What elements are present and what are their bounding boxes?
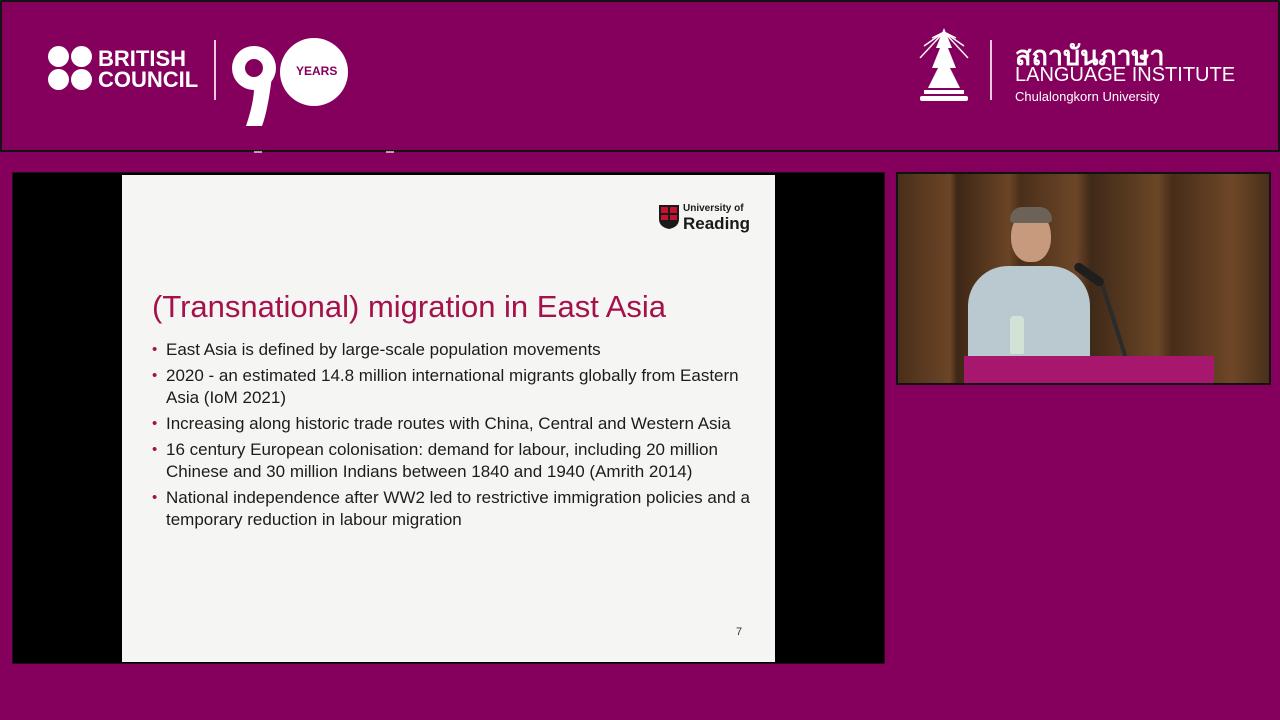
speaker-body [968,266,1090,366]
institute-english-name: LANGUAGE INSTITUTE [1015,64,1236,86]
slide-page-number: 7 [736,626,743,638]
header-tick [386,151,394,153]
bullet-item: • 2020 - an estimated 14.8 million international migrants globally from Eastern Asia (IoM 2021) [152,366,739,407]
slide-title: (Transnational) migration in East Asia [152,289,667,324]
bullet-item: • Increasing along historic trade routes with China, Central and Western Asia [152,414,731,433]
bullet-marker: • [152,441,158,458]
water-bottle [1010,316,1024,354]
bullet-marker: • [152,415,158,432]
years-label: YEARS [296,64,338,78]
reading-logo-line1: University of [683,203,744,214]
chulalongkorn-seal-icon [918,26,970,104]
bullet-marker: • [152,489,158,506]
speaker-video [896,172,1271,385]
institute-university: Chulalongkorn University [1015,89,1160,104]
microphone-stand [1098,277,1127,356]
reading-logo-line2: Reading [683,214,751,233]
bullet-marker: • [152,367,158,384]
reading-shield-icon [659,205,679,229]
bullet-item: • East Asia is defined by large-scale population movements [152,340,601,359]
bullet-item: • 16 century European colonisation: demand for labour, including 20 million Chinese and 30 million Indians between 1840 and 1940 (Amrith 2014) [152,440,718,481]
british-council-dots-icon [48,46,96,94]
header-divider-right [990,40,992,100]
header-divider-left [214,40,216,100]
bullet-list [152,339,752,535]
ninety-years-logo [232,38,352,128]
bullet-marker: • [152,341,158,358]
institute-thai-name: สถาบันภาษา [1015,41,1165,72]
speaker-hair [1010,207,1052,223]
british-council-wordmark: BRITISH COUNCIL [98,46,199,92]
header-tick [254,151,262,153]
podium [964,356,1214,385]
header-band [0,0,1280,152]
bullet-item: • National independence after WW2 led to restrictive immigration policies and a temporary reduction in labour migration [152,488,750,529]
presentation-slide [122,175,775,662]
